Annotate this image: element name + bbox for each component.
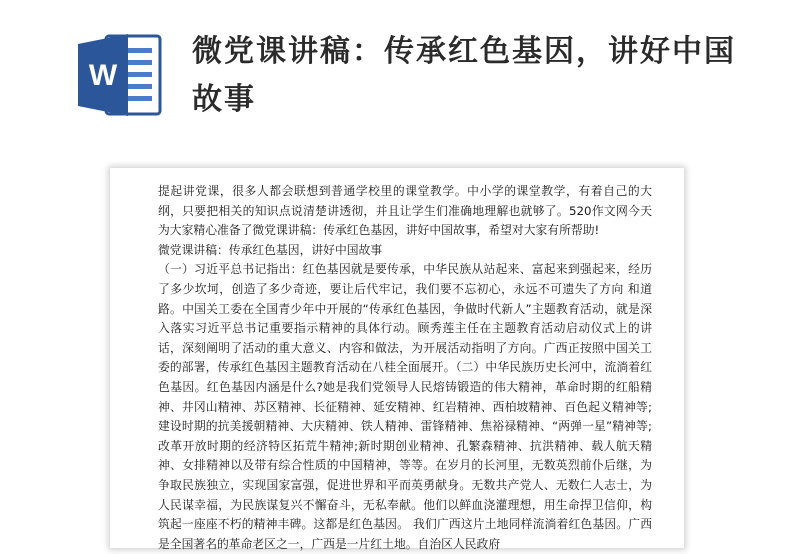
paragraph-subtitle: 微党课讲稿：传承红色基因，讲好中国故事 (158, 242, 383, 257)
paragraph-main: （一）习近平总书记指出：红色基因就是要传承，中华民族从站起来、富起来到强起来，经历了多少坎坷，创造了多少奇迹，要让后代牢记，我们要不忘初心，永远不可遗失了方向 和道路。中国关工委在全国青少年中开展的“传承红色基因，争做时代新人”主题教育活动，就是深入落实习近平总书记重要指示精神的具体行动。顾秀莲主任在主题教育活动启动仪式上的讲话，深刻阐明了活动的重大意义、内容和做法，为开展活动指明了方向。广西正按照中国关工委的部署，传承红色基因主题教育活动在八桂全面展开。（二）中华民族历史长河中，流淌着红色基因。红色基因内涵是什么?她是我们党领导人民熔铸锻造的伟大精神，革命时期的红船精神、井冈山精神、苏区精神、长征精神、延安精神、红岩精神、西柏坡精神、百色起义精神等;建设时期的抗美援朝精神、大庆精神、铁人精神、雷锋精神、焦裕禄精神、“两弹一星”精神等;改革开放时期的经济特区拓荒牛精神;新时期创业精神、孔繁森精神、抗洪精神、载人航天精神、女排精神以及带有综合性质的中国精神，等等。在岁月的长河里，无数英烈前仆后继，为争取民族独立，实现国家富强，促进世界和平而英勇献身。无数共产党人、无数仁人志士，为人民谋幸福，为民族谋复兴不懈奋斗，无私奉献。他们以鲜血浇灌理想，用生命捍卫信仰，构筑起一座座不朽的精神丰碑。这都是红色基因。 我们广西这片土地同样流淌着红色基因。广西是全国著名的革命老区之一，广西是一片红土地。自治区人民政府 (158, 262, 652, 551)
svg-text:W: W (88, 59, 118, 92)
word-icon (76, 30, 162, 120)
header (0, 0, 800, 150)
document-title: 微党课讲稿：传承红色基因，讲好中国故事 (192, 34, 736, 117)
document-body (158, 182, 652, 554)
paragraph-intro: 提起讲党课，很多人都会联想到普通学校里的课堂教学。中小学的课堂教学，有着自己的大纲，只要把相关的知识点说清楚讲透彻，并且让学生们准确地理解也就够了。520作文网今天为大家精心准备了微党课讲稿：传承红色基因，讲好中国故事，希望对大家有所帮助! (158, 184, 652, 238)
